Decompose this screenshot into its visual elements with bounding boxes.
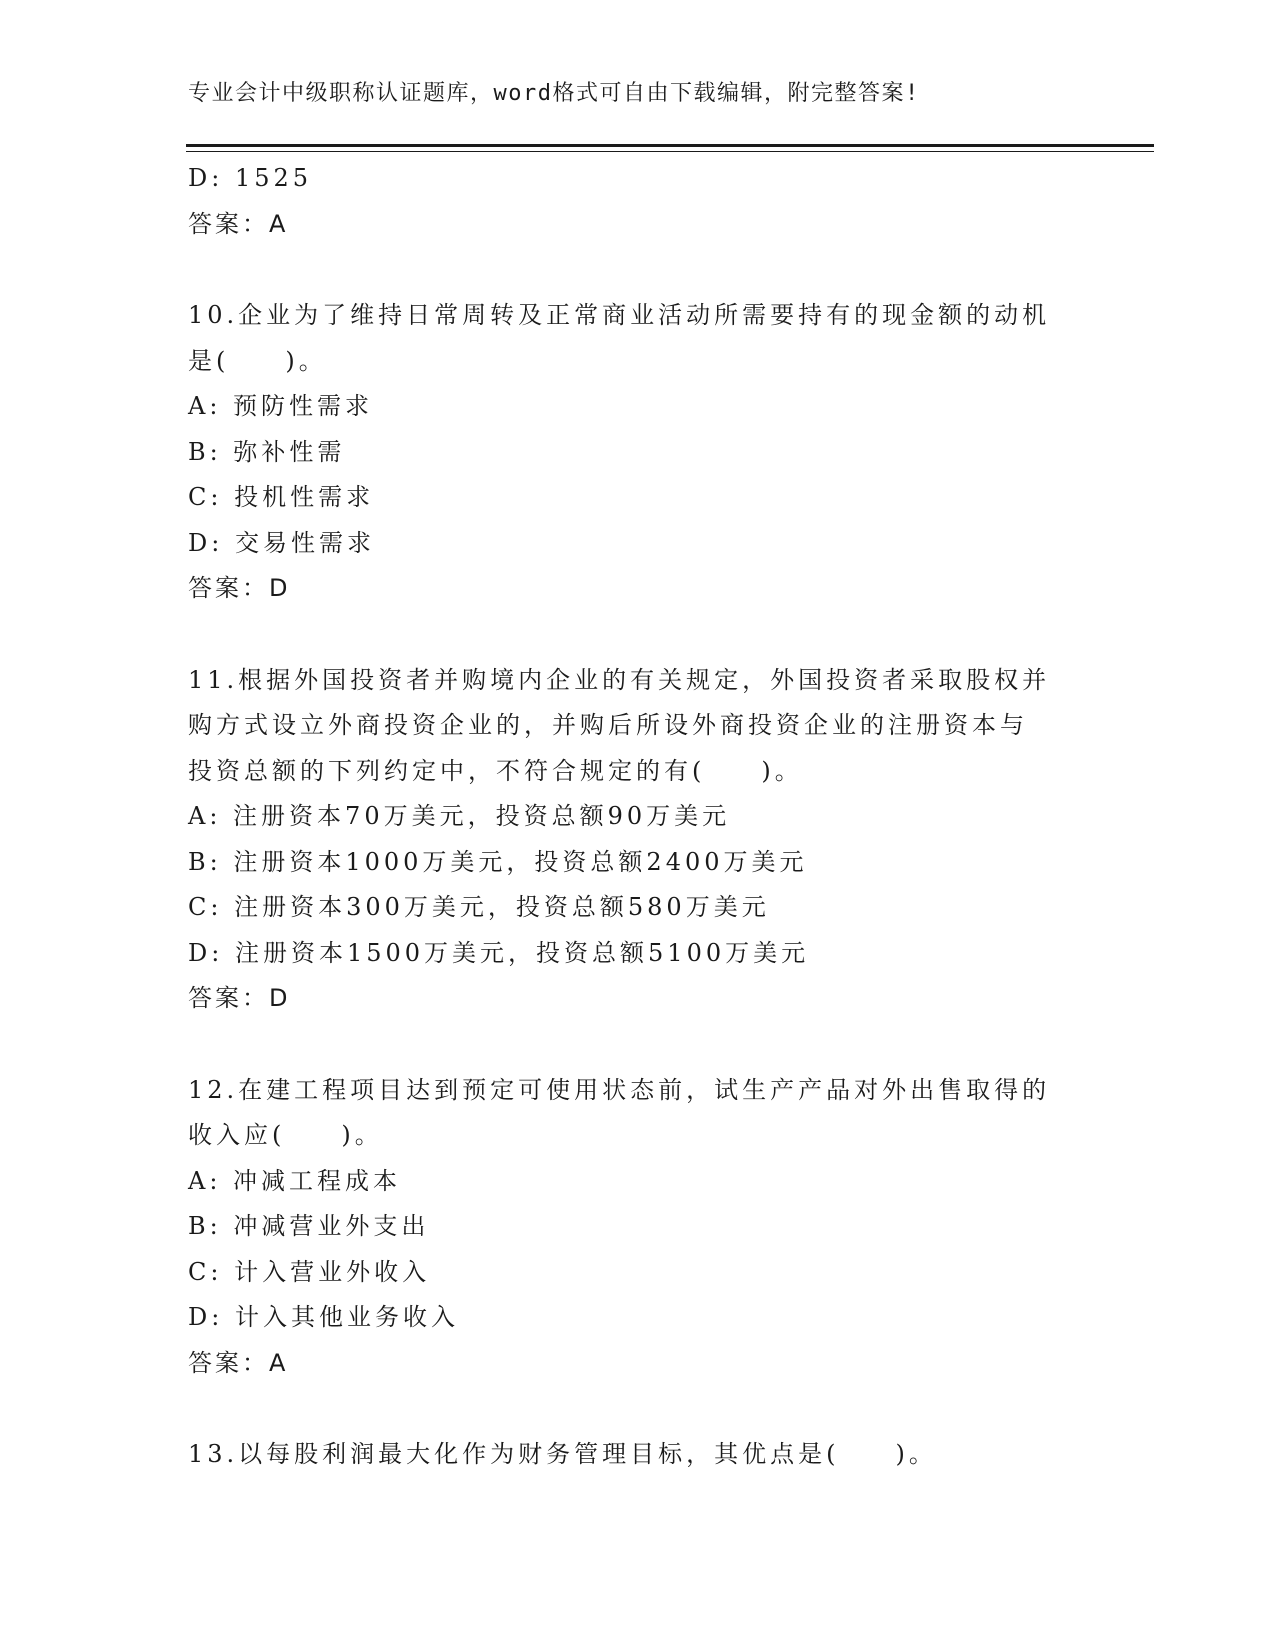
option-b: B: 冲减营业外支出 (188, 1212, 430, 1240)
option-c: C: 投机性需求 (188, 483, 375, 511)
question-stem-line: 是( )。 (188, 346, 327, 375)
question-stem-line: 10.企业为了维持日常周转及正常商业活动所需要持有的现金额的动机 (188, 301, 1051, 329)
prev-option-d: D: 1525 (188, 164, 313, 192)
page-header-title: 专业会计中级职称认证题库，word格式可自由下载编辑，附完整答案! (188, 81, 920, 106)
answer: 答案：D (188, 984, 291, 1012)
option-d: D: 注册资本1500万美元，投资总额5100万美元 (188, 938, 810, 967)
option-b: B: 注册资本1000万美元，投资总额2400万美元 (188, 847, 808, 876)
option-a: A: 预防性需求 (188, 392, 374, 420)
header-rule-thick (186, 144, 1154, 147)
question-stem-line: 13.以每股利润最大化作为财务管理目标，其优点是( )。 (188, 1440, 937, 1468)
option-b: B: 弥补性需 (188, 437, 346, 466)
option-d: D: 计入其他业务收入 (188, 1303, 459, 1331)
question-stem-line: 12.在建工程项目达到预定可使用状态前，试生产产品对外出售取得的 (188, 1075, 1051, 1104)
option-a: A: 冲减工程成本 (188, 1166, 402, 1195)
question-stem-line: 11.根据外国投资者并购境内企业的有关规定，外国投资者采取股权并 (188, 665, 1051, 694)
spacer (188, 247, 1088, 293)
spacer (188, 1386, 1088, 1432)
question-stem-line: 收入应( )。 (188, 1121, 383, 1149)
answer: 答案：A (188, 1348, 289, 1377)
prev-answer: 答案：A (188, 209, 289, 238)
question-13 (188, 1432, 1088, 1478)
question-10 (188, 293, 1088, 612)
question-stem-line: 投资总额的下列约定中，不符合规定的有( )。 (188, 756, 803, 785)
option-a: A: 注册资本70万美元，投资总额90万美元 (188, 802, 731, 830)
spacer (188, 612, 1088, 658)
header-rule-thin (186, 151, 1154, 152)
option-d: D: 交易性需求 (188, 528, 375, 557)
spacer (188, 1022, 1088, 1068)
question-stem-line: 购方式设立外商投资企业的，并购后所设外商投资企业的注册资本与 (188, 711, 1028, 739)
option-c: C: 注册资本300万美元，投资总额580万美元 (188, 893, 770, 921)
answer: 答案：D (188, 574, 291, 602)
question-12 (188, 1068, 1088, 1387)
question-11 (188, 658, 1088, 1022)
option-c: C: 计入营业外收入 (188, 1257, 431, 1286)
question-content (188, 156, 1088, 1478)
